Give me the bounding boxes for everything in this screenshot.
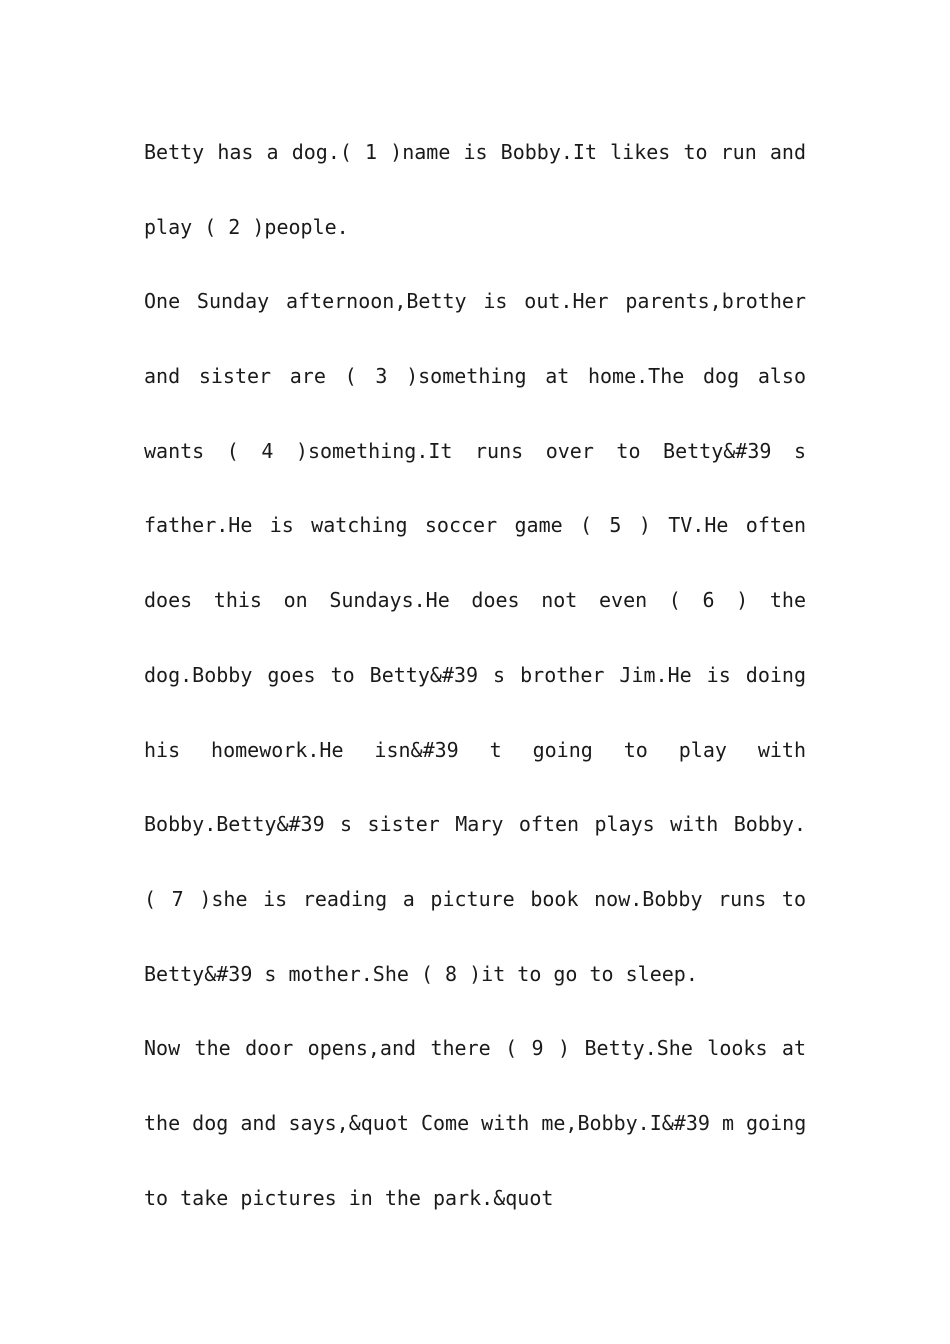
passage-line: the dog and says,&quot Come with me,Bobby.I&#39 m going — [144, 1110, 806, 1135]
passage-line: dog.Bobby goes to Betty&#39 s brother Jim.He is doing — [144, 662, 806, 687]
passage-text — [144, 115, 806, 1235]
passage-line: One Sunday afternoon,Betty is out.Her parents,brother — [144, 289, 806, 314]
passage-line: father.He is watching soccer game ( 5 ) TV.He often — [144, 513, 806, 538]
passage-line: Betty&#39 s mother.She ( 8 )it to go to sleep. — [144, 961, 698, 986]
passage-line: wants ( 4 )something.It runs over to Betty&#39 s — [144, 438, 806, 463]
passage-line: and sister are ( 3 )something at home.The dog also — [144, 364, 806, 389]
passage-line: Betty has a dog.( 1 )name is Bobby.It likes to run and — [144, 140, 806, 164]
passage-line: ( 7 )she is reading a picture book now.Bobby runs to — [144, 886, 806, 911]
passage-line: his homework.He isn&#39 t going to play with — [144, 737, 806, 762]
passage-line: Now the door opens,and there ( 9 ) Betty.She looks at — [144, 1036, 806, 1061]
passage-line: play ( 2 )people. — [144, 214, 349, 239]
passage-line: Bobby.Betty&#39 s sister Mary often plays with Bobby. — [144, 812, 806, 837]
passage-line: does this on Sundays.He does not even ( 6 ) the — [144, 588, 806, 613]
passage-line: to take pictures in the park.&quot — [144, 1185, 554, 1210]
